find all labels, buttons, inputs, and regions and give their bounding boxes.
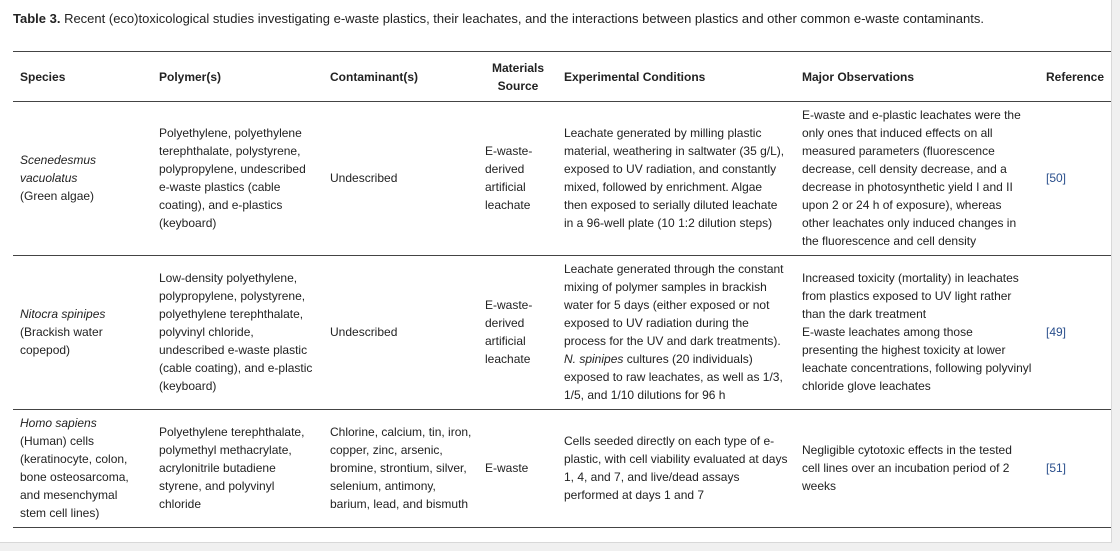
species-latin-name: Nitocra spinipes [20,307,106,321]
reference-cell [1039,102,1111,256]
header-species: Species [13,52,152,102]
table-row [13,256,1111,410]
major-observations-cell: Increased toxicity (mortality) in leachates from plastics exposed to UV light rather than the dark treatment E-waste leachates among those presenting the highest toxicity at lower leachate concentrations, following polyvinyl chloride glove leachates [795,256,1039,410]
header-experimental-conditions: Experimental Conditions [557,52,795,102]
species-common-name: (Brackish water copepod) [20,325,103,357]
header-polymers: Polymer(s) [152,52,323,102]
reference-link[interactable]: [50] [1046,171,1067,185]
table-row [13,102,1111,256]
species-cell [13,102,152,256]
conditions-text-before: Leachate generated through the constant mixing of polymer samples in brackish water for 5 days (either exposed or not exposed to UV radiation during the process for the UV and dark treatments). [564,262,784,348]
table-caption-label: Table 3. [13,11,61,26]
reference-cell [1039,256,1111,410]
reference-cell [1039,410,1111,528]
contaminants-cell: Chlorine, calcium, tin, iron, copper, zinc, arsenic, bromine, strontium, silver, selenium, antimony, barium, lead, and bismuth [323,410,478,528]
species-latin-name: Homo sapiens [20,416,97,430]
contaminants-cell: Undescribed [323,102,478,256]
reference-link[interactable]: [49] [1046,325,1067,339]
contaminants-cell: Undescribed [323,256,478,410]
table-row [13,410,1111,528]
header-contaminants: Contaminant(s) [323,52,478,102]
polymers-cell: Polyethylene terephthalate, polymethyl methacrylate, acrylonitrile butadiene styrene, and polyvinyl chloride [152,410,323,528]
conditions-species-name: N. spinipes [564,352,624,366]
species-latin-name: Scenedesmus vacuolatus [20,153,97,185]
experimental-conditions-cell: Cells seeded directly on each type of e- plastic, with cell viability evaluated at days 1, 4, and 7, and live/dead assays performed at days 1 and 7 [557,410,795,528]
major-observations-cell: Negligible cytotoxic effects in the tested cell lines over an incubation period of 2 weeks [795,410,1039,528]
species-common-name: (Human) cells (keratinocyte, colon, bone osteosarcoma, and mesenchymal stem cell lines) [20,434,129,520]
materials-source-cell: E-waste- derived artificial leachate [478,256,557,410]
table-header-row [13,52,1111,102]
species-cell [13,256,152,410]
conditions-text-after: cultures (20 individuals) exposed to raw leachates, as well as 1/3, 1/5, and 1/10 dilutions for 96 h [564,352,783,402]
table-caption [13,11,984,27]
experimental-conditions-cell: Leachate generated by milling plastic material, weathering in saltwater (35 g/L), exposed to UV radiation, and constantly mixed, followed by enrichment. Algae then exposed to serially diluted leachate in a 96-well plate (10 1:2 dilution steps) [557,102,795,256]
polymers-cell: Polyethylene, polyethylene terephthalate, polystyrene, polypropylene, undescribed e-waste plastics (cable coating), and e-plastics (keyboard) [152,102,323,256]
major-observations-cell: E-waste and e-plastic leachates were the only ones that induced effects on all measured parameters (fluorescence decrease, cell density decrease, and a decrease in photosynthetic yield I and II upon 2 or 24 h of exposure), whereas other leachates only induced changes in the fluorescence and cell density [795,102,1039,256]
experimental-conditions-cell [557,256,795,410]
polymers-cell: Low-density polyethylene, polypropylene, polystyrene, polyethylene terephthalate, polyvinyl chloride, undescribed e-waste plastic (cable coating), and e-plastic (keyboard) [152,256,323,410]
materials-source-cell: E-waste [478,410,557,528]
reference-link[interactable]: [51] [1046,461,1067,475]
species-cell [13,410,152,528]
header-major-observations: Major Observations [795,52,1039,102]
table-caption-text: Recent (eco)toxicological studies investigating e-waste plastics, their leachates, and the interactions between plastics and other common e-waste contaminants. [60,11,984,26]
header-reference: Reference [1039,52,1111,102]
species-common-name: (Green algae) [20,189,95,203]
materials-source-cell: E-waste- derived artificial leachate [478,102,557,256]
header-materials-source: Materials Source [478,52,557,102]
data-table [13,51,1111,528]
